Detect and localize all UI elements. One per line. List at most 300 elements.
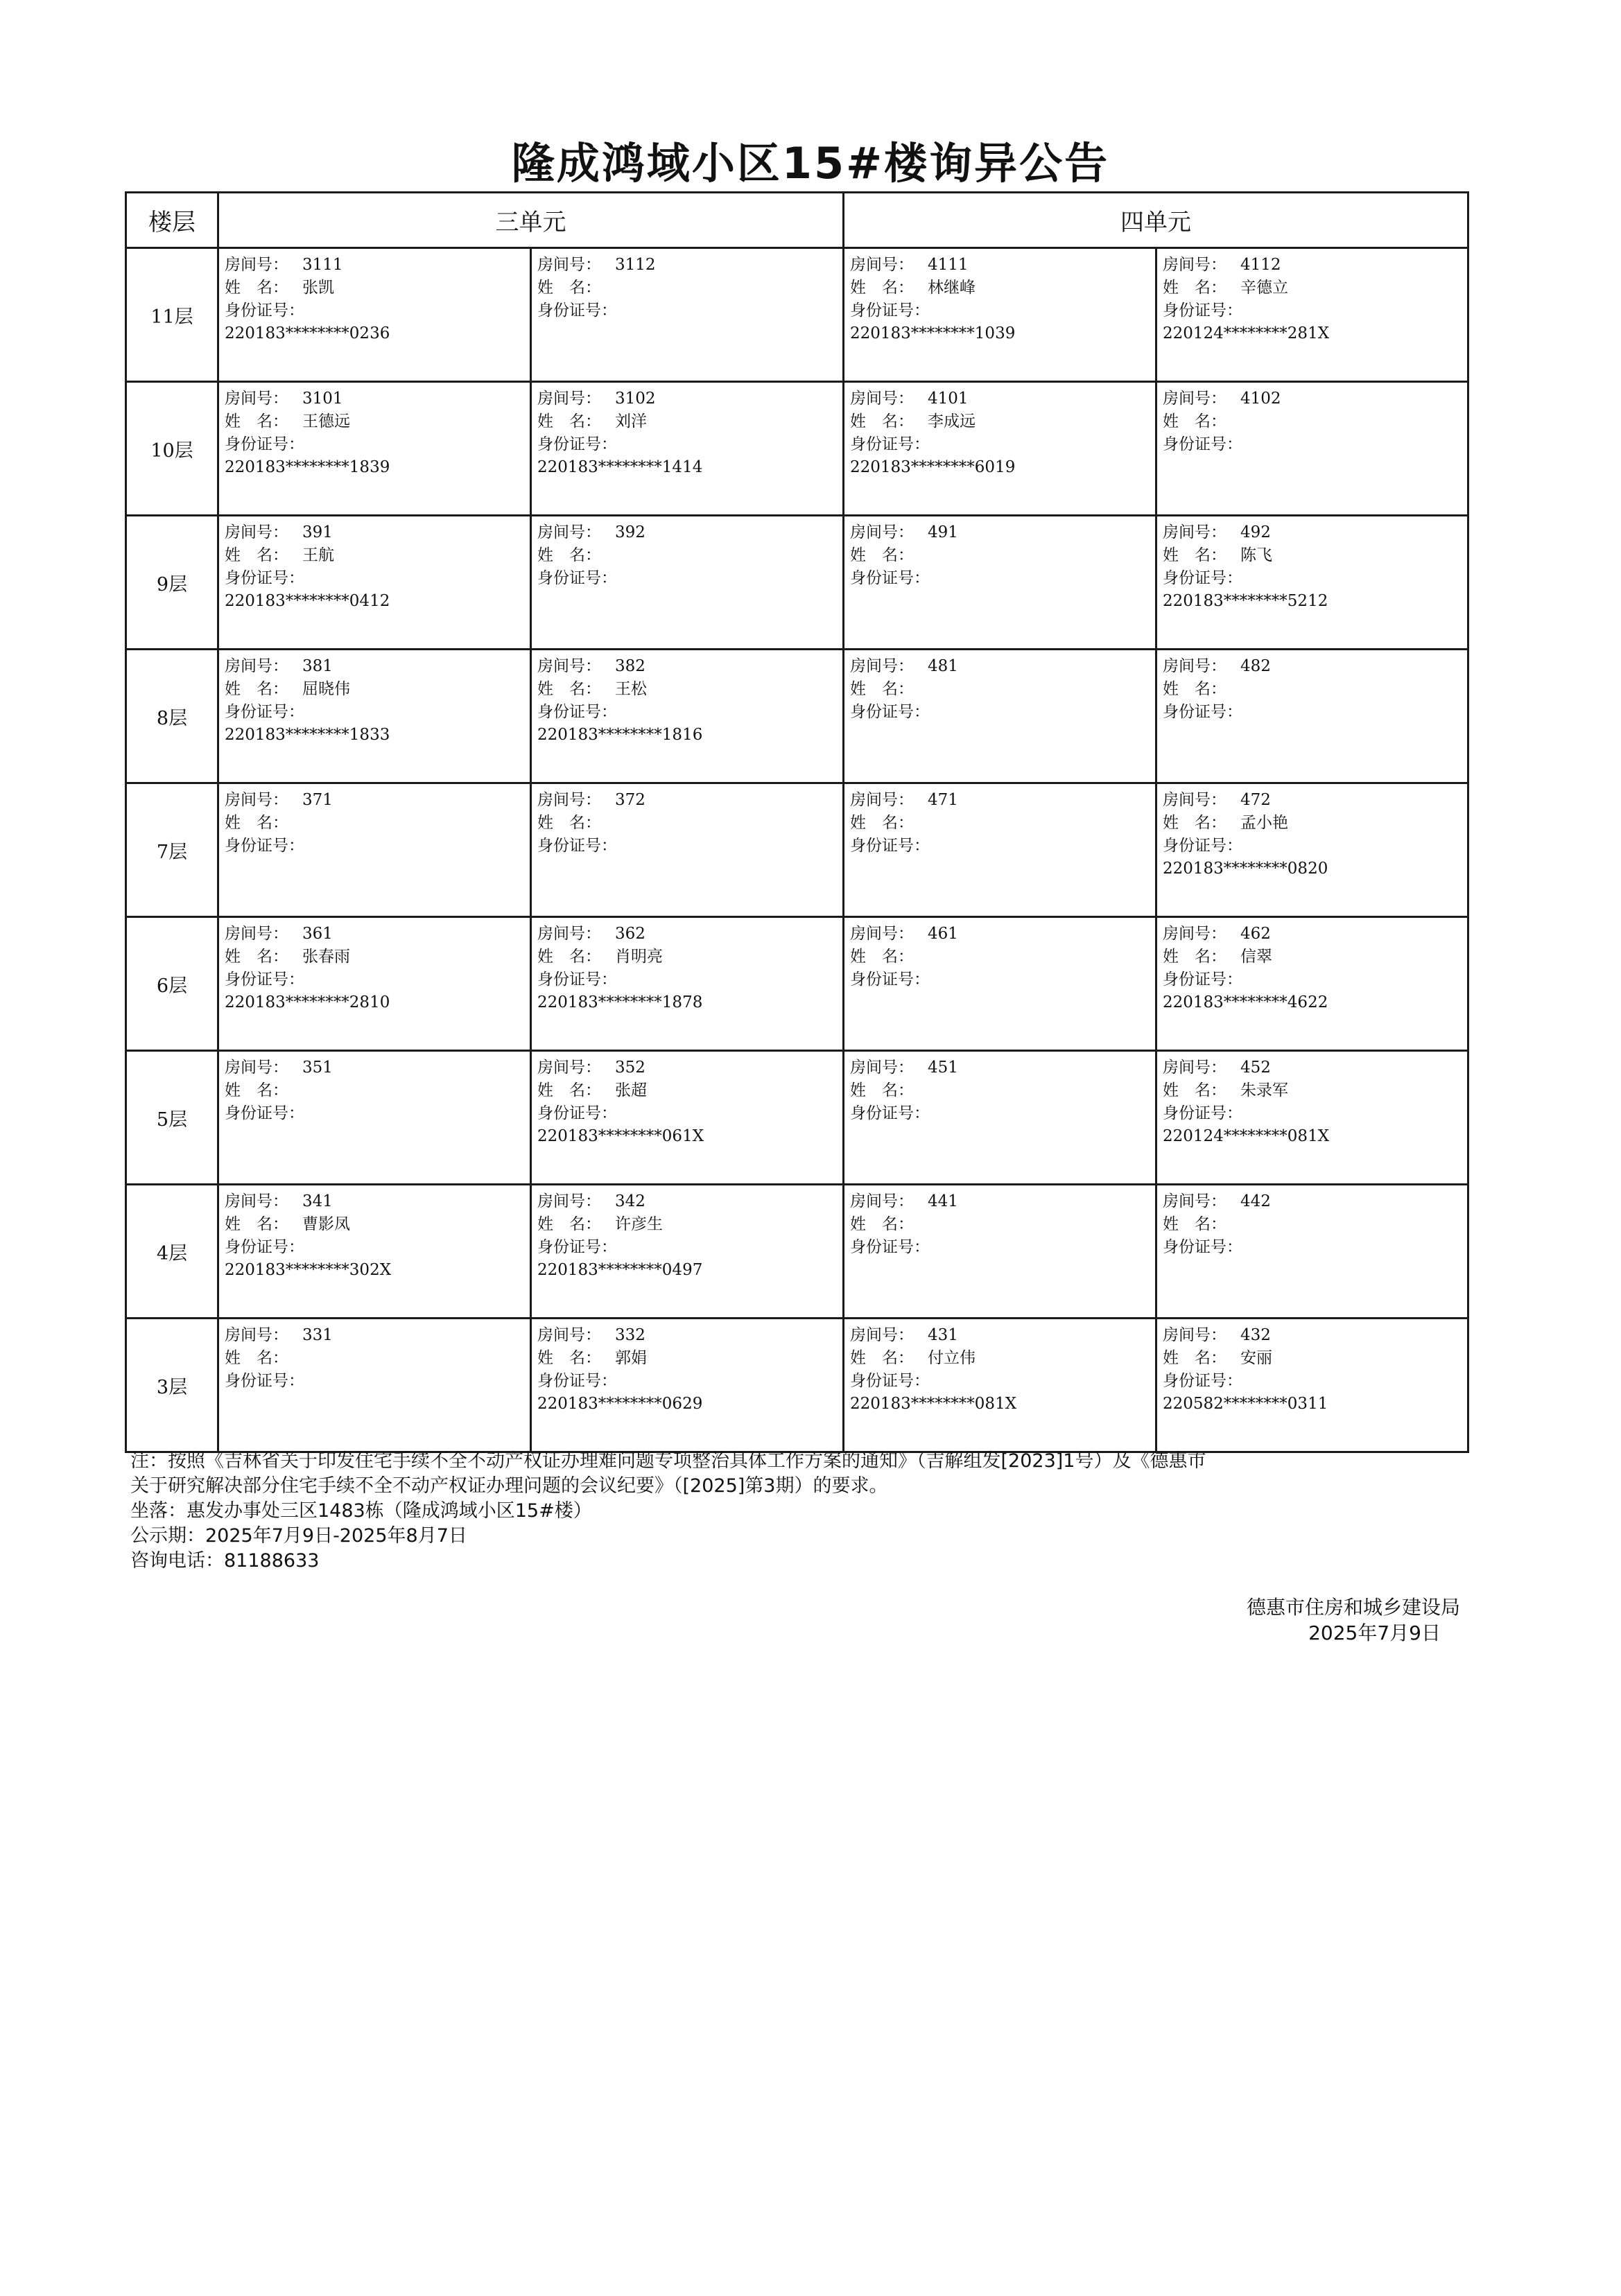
- id-number-line: [537, 433, 842, 456]
- room-number-label: 房间号：: [537, 925, 601, 943]
- occupant-name-value: 朱录军: [1240, 1081, 1288, 1099]
- id-number-label: 身份证号：: [537, 569, 617, 587]
- id-number-value: 220124********081X: [1163, 1127, 1330, 1145]
- occupant-name-value: 张凯: [302, 279, 334, 297]
- id-number-value: 220183********6019: [850, 458, 1016, 476]
- room-number-value: 4111: [928, 256, 969, 274]
- id-number-value: 220183********302X: [225, 1261, 392, 1279]
- room-cell: [218, 1185, 531, 1319]
- room-cell: [844, 516, 1156, 650]
- occupant-name-line: [225, 277, 530, 299]
- room-number-label: 房间号：: [850, 1326, 914, 1344]
- issue-date: 2025年7月9日: [1308, 1621, 1441, 1644]
- room-cell: [1156, 1185, 1468, 1319]
- room-number-line: [850, 655, 1155, 678]
- occupant-name-line: [1163, 277, 1467, 299]
- occupant-name-line: [850, 946, 1155, 968]
- occupant-name-value: 王航: [302, 546, 334, 564]
- room-number-value: 482: [1240, 657, 1271, 675]
- table-row: [126, 382, 1468, 516]
- occupant-name-line: [1163, 1213, 1467, 1236]
- occupant-name-line: [1163, 1079, 1467, 1102]
- id-number-label: 身份证号：: [850, 703, 930, 721]
- id-number-value: 220183********1816: [537, 726, 703, 744]
- occupant-name-label: 姓 名：: [225, 948, 288, 966]
- id-number-label: 身份证号：: [537, 1372, 617, 1390]
- room-number-value: 372: [615, 791, 645, 809]
- room-number-line: [537, 521, 842, 544]
- occupant-name-value: 许彦生: [615, 1215, 663, 1233]
- id-number-label: 身份证号：: [1163, 703, 1242, 721]
- room-number-label: 房间号：: [225, 256, 288, 274]
- id-number-label: 身份证号：: [850, 1372, 930, 1390]
- table-row: [126, 1185, 1468, 1319]
- room-number-line: [850, 1056, 1155, 1079]
- occupant-name-label: 姓 名：: [1163, 680, 1226, 698]
- room-number-label: 房间号：: [850, 791, 914, 809]
- room-cell: [218, 382, 531, 516]
- id-number-value: 220183********081X: [850, 1395, 1017, 1413]
- room-number-line: [850, 254, 1155, 277]
- room-number-label: 房间号：: [225, 1192, 288, 1210]
- room-number-label: 房间号：: [225, 390, 288, 408]
- id-number-label: 身份证号：: [225, 1104, 304, 1122]
- occupant-name-line: [850, 544, 1155, 567]
- occupant-name-line: [225, 1347, 530, 1370]
- room-number-label: 房间号：: [1163, 1192, 1226, 1210]
- id-number-line: [1163, 1236, 1467, 1259]
- room-cell: [531, 516, 844, 650]
- room-number-value: 3102: [615, 390, 656, 408]
- occupant-name-label: 姓 名：: [1163, 279, 1226, 297]
- location-line: 坐落：惠发办事处三区1483栋（隆成鸿域小区15#楼）: [130, 1500, 592, 1522]
- room-number-value: 432: [1240, 1326, 1271, 1344]
- occupant-name-line: [537, 812, 842, 835]
- room-number-label: 房间号：: [1163, 791, 1226, 809]
- room-number-line: [225, 521, 530, 544]
- occupant-name-label: 姓 名：: [1163, 546, 1226, 564]
- occupant-name-line: [537, 544, 842, 567]
- occupant-name-value: 肖明亮: [615, 948, 663, 966]
- occupant-name-line: [1163, 812, 1467, 835]
- occupant-name-value: 郭娟: [615, 1349, 647, 1367]
- room-number-value: 452: [1240, 1059, 1271, 1077]
- occupant-name-label: 姓 名：: [537, 680, 601, 698]
- id-number-line: [537, 299, 842, 322]
- id-number-line: [225, 1370, 530, 1393]
- occupant-name-value: 曹影凤: [302, 1215, 350, 1233]
- occupant-name-line: [537, 1213, 842, 1236]
- room-number-line: [850, 789, 1155, 812]
- room-number-label: 房间号：: [850, 657, 914, 675]
- id-number-label: 身份证号：: [850, 435, 930, 453]
- id-number-line: [1163, 567, 1467, 590]
- room-number-label: 房间号：: [537, 390, 601, 408]
- notes-block: [130, 1449, 1468, 1574]
- room-cell: [844, 650, 1156, 783]
- id-number-line: [850, 1236, 1155, 1259]
- occupant-name-line: [225, 544, 530, 567]
- occupant-name-label: 姓 名：: [225, 814, 288, 832]
- occupant-name-label: 姓 名：: [850, 814, 914, 832]
- occupant-name-label: 姓 名：: [1163, 948, 1226, 966]
- occupant-name-line: [1163, 1347, 1467, 1370]
- occupant-name-label: 姓 名：: [850, 948, 914, 966]
- id-number-value: 220183********1878: [537, 993, 703, 1011]
- room-number-line: [225, 923, 530, 946]
- room-number-value: 342: [615, 1192, 645, 1210]
- room-number-value: 381: [302, 657, 333, 675]
- room-number-line: [225, 789, 530, 812]
- occupant-name-label: 姓 名：: [850, 680, 914, 698]
- occupant-name-label: 姓 名：: [537, 1215, 601, 1233]
- room-cell: [844, 248, 1156, 382]
- table-row: [126, 1319, 1468, 1452]
- id-number-line: [225, 299, 530, 322]
- occupant-name-label: 姓 名：: [225, 412, 288, 430]
- room-number-value: 3101: [302, 390, 343, 408]
- room-cell: [1156, 382, 1468, 516]
- room-number-line: [225, 388, 530, 410]
- id-number-label: 身份证号：: [850, 302, 930, 320]
- occupant-name-label: 姓 名：: [850, 546, 914, 564]
- id-number-line: [537, 968, 842, 991]
- table-row: [126, 917, 1468, 1051]
- id-number-value: 220183********061X: [537, 1127, 704, 1145]
- room-number-value: 441: [928, 1192, 958, 1210]
- room-number-line: [1163, 254, 1467, 277]
- occupant-name-line: [225, 1079, 530, 1102]
- occupant-name-value: 刘洋: [615, 412, 647, 430]
- room-number-value: 362: [615, 925, 645, 943]
- occupant-name-line: [850, 812, 1155, 835]
- page-title: 隆成鸿域小区15#楼询异公告: [511, 138, 1110, 189]
- id-number-value: 220183********0412: [225, 592, 390, 610]
- occupant-name-label: 姓 名：: [225, 680, 288, 698]
- room-number-line: [850, 388, 1155, 410]
- room-cell: [531, 248, 844, 382]
- id-number-label: 身份证号：: [225, 1372, 304, 1390]
- room-cell: [1156, 248, 1468, 382]
- signature-block: [1247, 1594, 1460, 1646]
- occupant-name-line: [1163, 544, 1467, 567]
- occupant-name-value: 安丽: [1240, 1349, 1272, 1367]
- room-cell: [844, 1319, 1156, 1452]
- id-number-value: 220183********0236: [225, 324, 390, 342]
- room-cell: [844, 783, 1156, 917]
- id-number-label: 身份证号：: [850, 569, 930, 587]
- room-number-line: [1163, 1324, 1467, 1347]
- id-number-label: 身份证号：: [1163, 302, 1242, 320]
- table-row: [126, 248, 1468, 382]
- id-number-label: 身份证号：: [225, 302, 304, 320]
- id-number-label: 身份证号：: [537, 435, 617, 453]
- occupant-name-line: [225, 1213, 530, 1236]
- occupant-name-line: [537, 678, 842, 701]
- room-cell: [1156, 1319, 1468, 1452]
- room-number-label: 房间号：: [850, 256, 914, 274]
- id-number-value: 220183********0629: [537, 1395, 703, 1413]
- room-number-line: [1163, 388, 1467, 410]
- room-number-line: [850, 1324, 1155, 1347]
- id-number-line: [225, 835, 530, 858]
- id-number-label: 身份证号：: [225, 569, 304, 587]
- room-number-value: 331: [302, 1326, 333, 1344]
- room-number-line: [850, 923, 1155, 946]
- phone-line: 咨询电话：81188633: [130, 1550, 320, 1572]
- room-number-line: [537, 923, 842, 946]
- room-number-line: [225, 1190, 530, 1213]
- id-number-line: [225, 1102, 530, 1125]
- occupant-name-value: 陈飞: [1240, 546, 1272, 564]
- room-cell: [531, 783, 844, 917]
- room-number-value: 431: [928, 1326, 958, 1344]
- occupant-name-line: [225, 812, 530, 835]
- room-number-label: 房间号：: [1163, 256, 1226, 274]
- room-number-line: [1163, 923, 1467, 946]
- room-number-value: 382: [615, 657, 645, 675]
- room-number-label: 房间号：: [1163, 523, 1226, 541]
- occupant-name-line: [850, 1347, 1155, 1370]
- room-number-label: 房间号：: [225, 523, 288, 541]
- id-number-label: 身份证号：: [225, 1238, 304, 1256]
- room-cell: [531, 917, 844, 1051]
- occupant-name-label: 姓 名：: [850, 1081, 914, 1099]
- floor-label: 3层: [126, 1319, 218, 1452]
- id-number-label: 身份证号：: [225, 703, 304, 721]
- id-number-label: 身份证号：: [1163, 971, 1242, 989]
- room-number-value: 4102: [1240, 390, 1281, 408]
- room-cell: [1156, 1051, 1468, 1185]
- room-number-line: [1163, 655, 1467, 678]
- room-number-line: [537, 655, 842, 678]
- id-number-line: [1163, 968, 1467, 991]
- room-number-line: [225, 254, 530, 277]
- id-number-line: [225, 968, 530, 991]
- occupant-name-label: 姓 名：: [1163, 1081, 1226, 1099]
- id-number-line: [1163, 835, 1467, 858]
- room-number-label: 房间号：: [1163, 1326, 1226, 1344]
- room-number-label: 房间号：: [1163, 657, 1226, 675]
- room-number-label: 房间号：: [225, 925, 288, 943]
- occupant-name-value: 付立伟: [928, 1349, 976, 1367]
- room-cell: [844, 382, 1156, 516]
- occupant-name-line: [850, 678, 1155, 701]
- id-number-value: 220124********281X: [1163, 324, 1330, 342]
- id-number-value: 220183********1833: [225, 726, 390, 744]
- id-number-line: [225, 701, 530, 724]
- id-number-label: 身份证号：: [537, 1104, 617, 1122]
- occupant-name-label: 姓 名：: [1163, 412, 1226, 430]
- occupant-name-line: [850, 1079, 1155, 1102]
- floor-header: 楼层: [126, 193, 218, 248]
- occupant-name-label: 姓 名：: [225, 546, 288, 564]
- occupant-name-value: 屈晓伟: [302, 680, 350, 698]
- occupant-name-label: 姓 名：: [1163, 1215, 1226, 1233]
- occupant-name-label: 姓 名：: [537, 1349, 601, 1367]
- room-cell: [218, 917, 531, 1051]
- room-number-label: 房间号：: [225, 657, 288, 675]
- id-number-line: [537, 1236, 842, 1259]
- occupant-name-label: 姓 名：: [537, 279, 601, 297]
- table-header-row: [126, 193, 1468, 248]
- room-number-line: [1163, 789, 1467, 812]
- id-number-label: 身份证号：: [850, 971, 930, 989]
- room-number-value: 351: [302, 1059, 333, 1077]
- id-number-line: [1163, 1370, 1467, 1393]
- id-number-line: [850, 701, 1155, 724]
- id-number-line: [1163, 1102, 1467, 1125]
- id-number-value: 220183********1839: [225, 458, 390, 476]
- room-number-label: 房间号：: [537, 657, 601, 675]
- occupant-name-value: 辛德立: [1240, 279, 1288, 297]
- id-number-label: 身份证号：: [850, 1104, 930, 1122]
- room-cell: [531, 1051, 844, 1185]
- room-number-line: [225, 1324, 530, 1347]
- room-number-value: 451: [928, 1059, 958, 1077]
- id-number-line: [537, 835, 842, 858]
- room-number-line: [537, 254, 842, 277]
- id-number-line: [850, 567, 1155, 590]
- unit4-header: 四单元: [844, 193, 1468, 248]
- id-number-line: [537, 1370, 842, 1393]
- id-number-line: [537, 1102, 842, 1125]
- floor-label: 7层: [126, 783, 218, 917]
- occupant-name-line: [537, 1079, 842, 1102]
- room-number-value: 391: [302, 523, 333, 541]
- occupant-name-label: 姓 名：: [225, 279, 288, 297]
- room-number-value: 461: [928, 925, 958, 943]
- id-number-line: [850, 1370, 1155, 1393]
- room-cell: [844, 917, 1156, 1051]
- occupant-name-value: 李成远: [928, 412, 976, 430]
- occupant-name-value: 张超: [615, 1081, 647, 1099]
- room-number-value: 4101: [928, 390, 969, 408]
- room-number-line: [537, 1190, 842, 1213]
- id-number-label: 身份证号：: [1163, 1104, 1242, 1122]
- room-number-line: [537, 1056, 842, 1079]
- room-number-line: [537, 388, 842, 410]
- occupant-name-line: [537, 946, 842, 968]
- occupant-name-line: [537, 1347, 842, 1370]
- room-number-label: 房间号：: [850, 390, 914, 408]
- occupant-name-line: [850, 277, 1155, 299]
- room-cell: [531, 650, 844, 783]
- issuing-organization: 德惠市住房和城乡建设局: [1246, 1596, 1460, 1619]
- occupant-name-label: 姓 名：: [850, 1215, 914, 1233]
- room-number-label: 房间号：: [225, 1059, 288, 1077]
- id-number-line: [225, 1236, 530, 1259]
- room-cell: [531, 382, 844, 516]
- room-number-value: 492: [1240, 523, 1271, 541]
- room-cell: [218, 516, 531, 650]
- id-number-line: [850, 433, 1155, 456]
- id-number-value: 220183********2810: [225, 993, 390, 1011]
- occupant-name-label: 姓 名：: [537, 546, 601, 564]
- occupant-name-line: [1163, 410, 1467, 433]
- floor-label: 5层: [126, 1051, 218, 1185]
- room-number-label: 房间号：: [225, 791, 288, 809]
- id-number-label: 身份证号：: [537, 971, 617, 989]
- id-number-line: [850, 1102, 1155, 1125]
- room-cell: [218, 248, 531, 382]
- id-number-value: 220183********0820: [1163, 860, 1328, 878]
- floor-label: 4层: [126, 1185, 218, 1319]
- occupant-name-line: [537, 277, 842, 299]
- id-number-value: 220183********1414: [537, 458, 703, 476]
- room-number-line: [850, 521, 1155, 544]
- id-number-label: 身份证号：: [537, 1238, 617, 1256]
- occupant-name-label: 姓 名：: [850, 1349, 914, 1367]
- room-number-label: 房间号：: [1163, 390, 1226, 408]
- room-number-label: 房间号：: [537, 1326, 601, 1344]
- room-number-label: 房间号：: [537, 1192, 601, 1210]
- id-number-line: [850, 299, 1155, 322]
- occupant-name-value: 张春雨: [302, 948, 350, 966]
- room-number-line: [537, 1324, 842, 1347]
- note-line-1: 注：按照《吉林省关于印发住宅手续不全不动产权证办理难问题专项整治具体工作方案的通知》（吉解组发[2023]1号）及《德惠市: [130, 1450, 1206, 1472]
- occupant-name-value: 王松: [615, 680, 647, 698]
- room-number-label: 房间号：: [537, 256, 601, 274]
- occupant-name-value: 林继峰: [928, 279, 976, 297]
- occupant-table: [125, 191, 1469, 1453]
- occupant-name-line: [225, 410, 530, 433]
- room-cell: [1156, 783, 1468, 917]
- room-number-value: 332: [615, 1326, 645, 1344]
- room-number-line: [1163, 1190, 1467, 1213]
- room-number-label: 房间号：: [537, 1059, 601, 1077]
- room-number-label: 房间号：: [850, 1059, 914, 1077]
- room-cell: [218, 1319, 531, 1452]
- floor-label: 9层: [126, 516, 218, 650]
- id-number-label: 身份证号：: [1163, 435, 1242, 453]
- room-number-value: 471: [928, 791, 958, 809]
- room-number-value: 481: [928, 657, 958, 675]
- note-line-2: 关于研究解决部分住宅手续不全不动产权证办理问题的会议纪要》（[2025]第3期）的要求。: [130, 1475, 888, 1497]
- room-number-value: 491: [928, 523, 958, 541]
- occupant-name-line: [850, 1213, 1155, 1236]
- room-number-line: [537, 789, 842, 812]
- id-number-value: 220183********0497: [537, 1261, 703, 1279]
- occupant-name-label: 姓 名：: [850, 279, 914, 297]
- id-number-label: 身份证号：: [537, 837, 617, 855]
- room-cell: [844, 1185, 1156, 1319]
- occupant-name-label: 姓 名：: [537, 1081, 601, 1099]
- room-cell: [218, 783, 531, 917]
- id-number-line: [1163, 701, 1467, 724]
- occupant-name-label: 姓 名：: [225, 1081, 288, 1099]
- table-row: [126, 516, 1468, 650]
- id-number-value: 220183********4622: [1163, 993, 1328, 1011]
- id-number-label: 身份证号：: [537, 703, 617, 721]
- room-number-label: 房间号：: [1163, 1059, 1226, 1077]
- occupant-name-label: 姓 名：: [537, 412, 601, 430]
- room-cell: [1156, 516, 1468, 650]
- room-number-value: 352: [615, 1059, 645, 1077]
- id-number-label: 身份证号：: [1163, 837, 1242, 855]
- occupant-name-line: [225, 946, 530, 968]
- occupant-name-label: 姓 名：: [850, 412, 914, 430]
- id-number-line: [850, 835, 1155, 858]
- id-number-line: [225, 433, 530, 456]
- occupant-name-line: [850, 410, 1155, 433]
- id-number-label: 身份证号：: [1163, 569, 1242, 587]
- floor-label: 8层: [126, 650, 218, 783]
- occupant-name-line: [537, 410, 842, 433]
- id-number-value: 220183********5212: [1163, 592, 1328, 610]
- room-number-label: 房间号：: [537, 791, 601, 809]
- id-number-label: 身份证号：: [225, 435, 304, 453]
